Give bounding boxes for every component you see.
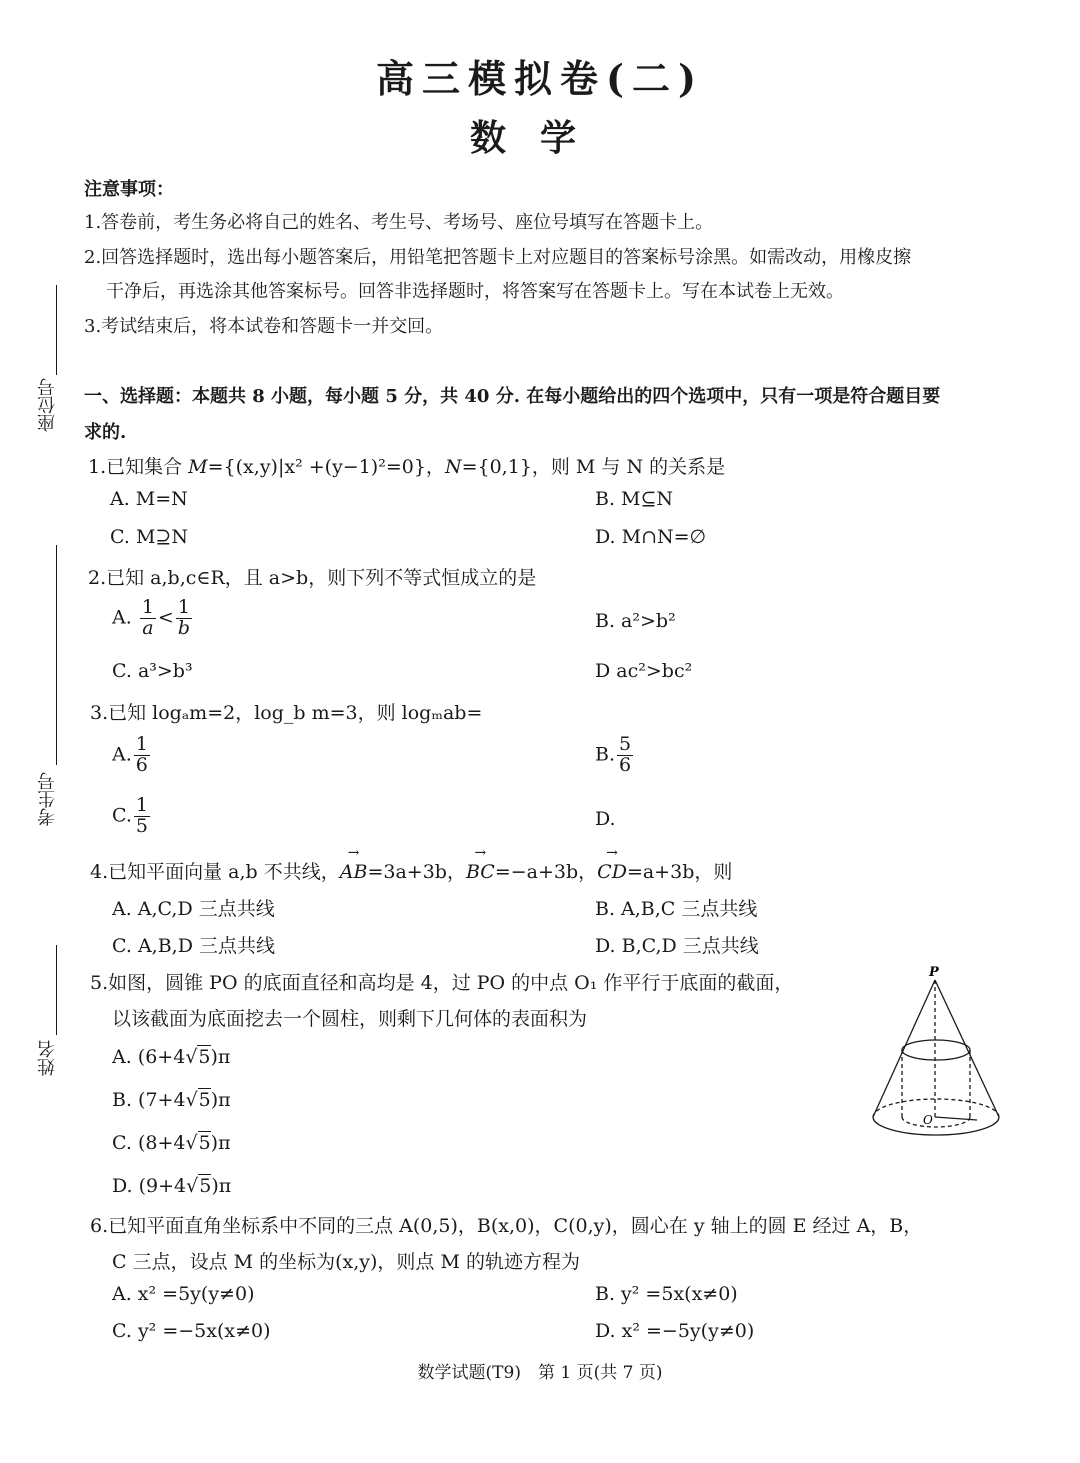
q4-option-a: A. A,C,D 三点共线 [112,898,275,920]
q5-stem-cont: 以该截面为底面挖去一个圆柱，则剩下几何体的表面积为 [112,1008,588,1030]
label-o: O [923,1113,933,1127]
cone-figure [865,962,1015,1142]
q4-stem: 4.已知平面向量 a,b 不共线，→ AB=3a+3b，→ BC=−a+3b，→ CD=a+3b，则 [90,857,732,884]
q6-stem-cont: C 三点，设点 M 的坐标为(x,y)，则点 M 的轨迹方程为 [112,1251,580,1273]
q3-option-c: C. $\frac{1}{5}$ [112,794,148,837]
q3-option-d: D. [595,808,616,830]
q6-option-d: D. x² =−5y(y≠0) [595,1320,755,1342]
cone-left-edge [873,980,935,1117]
cylinder-top [902,1040,970,1060]
cone-radius [935,1117,977,1120]
q2-option-a: A. $\frac{1}{a}$ < $\frac{1}{b}$ [112,596,190,639]
seat-label: 座位号 [37,378,58,432]
section-title: 一、选择题：本题共 8 小题，每小题 5 分，共 40 分. 在每小题给出的四个选项中，只有一项是符合题目要 [84,386,941,407]
q4-option-b: B. A,B,C 三点共线 [595,898,758,920]
q2-option-c: C. a³>b³ [112,660,193,682]
q2-option-d: D ac²>bc² [595,660,693,682]
cone-base-front [873,1117,999,1135]
q6-option-c: C. y² =−5x(x≠0) [112,1320,271,1342]
seat-line [56,285,57,375]
q5-option-b: B. (7+4√5)π [112,1089,231,1111]
exam-title: 高三模拟卷(二) [376,56,704,101]
fraction: $\frac{1}{b}$ [177,596,190,639]
q1-option-a: A. M=N [110,488,188,510]
notice-2-cont: 干净后，再选涂其他答案标号。回答非选择题时，将答案写在答题卡上。写在本试卷上无效。 [106,281,844,302]
cone-right-edge [935,980,999,1117]
q1-option-d: D. M∩N=∅ [595,526,707,548]
q6-option-a: A. x² =5y(y≠0) [112,1283,255,1305]
notice-heading: 注意事项： [84,179,174,200]
subject-title: 数学 [469,117,610,159]
notice-2: 2.回答选择题时，选出每小题答案后，用铅笔把答题卡上对应题目的答案标号涂黑。如需改动，用橡皮擦 [84,247,912,268]
fraction: $\frac{1}{6}$ [135,733,148,776]
page-footer: 数学试题(T9) 第 1 页(共 7 页) [417,1363,663,1383]
q3-option-a: A. $\frac{1}{6}$ [112,733,148,776]
q3-stem: 3.已知 logₐm=2，log_b m=3，则 logₘab= [90,702,483,724]
q1-stem: 1.已知集合 M={(x,y)|x² +(y−1)²=0}，N={0,1}，则 M 与 N 的关系是 [88,456,726,478]
q2-stem: 2.已知 a,b,c∈R，且 a>b，则下列不等式恒成立的是 [88,567,537,589]
q4-option-d: D. B,C,D 三点共线 [595,935,759,957]
fraction: $\frac{5}{6}$ [619,733,632,776]
fraction: $\frac{1}{5}$ [135,794,148,837]
q6-option-b: B. y² =5x(x≠0) [595,1283,738,1305]
cone-base-back [873,1099,999,1117]
q1-option-b: B. M⊆N [595,488,674,510]
notice-3: 3.考试结束后，将本试卷和答题卡一并交回。 [84,316,444,337]
q3-option-b: B. $\frac{5}{6}$ [595,733,632,776]
q1-option-c: C. M⊇N [110,526,188,548]
q5-option-a: A. (6+4√5)π [112,1046,231,1068]
name-line [56,945,57,1035]
exam-no-label: 考生号 [37,772,58,826]
q6-stem: 6.已知平面直角坐标系中不同的三点 A(0,5)，B(x,0)，C(0,y)，圆心在 y 轴上的圆 E 经过 A，B， [90,1215,923,1237]
name-label: 姓名 [37,1040,58,1076]
section-title-cont: 求的. [84,422,127,443]
q5-option-d: D. (9+4√5)π [112,1175,232,1197]
q4-option-c: C. A,B,D 三点共线 [112,935,275,957]
q5-option-c: C. (8+4√5)π [112,1132,231,1154]
exam-no-line [56,545,57,765]
label-p: P [929,965,939,980]
notice-1: 1.答卷前，考生务必将自己的姓名、考生号、考场号、座位号填写在答题卡上。 [84,212,714,233]
q5-stem: 5.如图，圆锥 PO 的底面直径和高均是 4，过 PO 的中点 O₁ 作平行于底面的截面， [90,972,794,994]
fraction: $\frac{1}{a}$ [141,596,154,639]
q2-option-b: B. a²>b² [595,610,676,632]
